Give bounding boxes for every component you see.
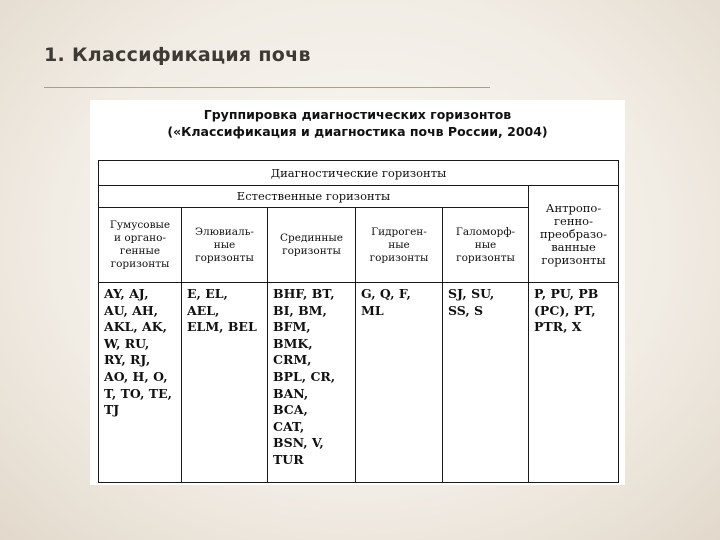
column-header-halomorphic: Галоморф- ные горизонты (443, 208, 529, 283)
cell-hydrogenic-horizons: G, Q, F, ML (356, 283, 443, 483)
column-header-anthropogenic: Антропо- генно- преобразо- ванные горизонты (529, 186, 619, 283)
header-diagnostic-horizons: Диагностические горизонты (99, 161, 619, 186)
figure-heading-line-2: («Классификация и диагностика почв России, 2004) (167, 124, 548, 139)
slide-title: 1. Классификация почв (44, 44, 311, 66)
column-header-humus: Гумусовые и органо- генные горизонты (99, 208, 182, 283)
column-header-eluvial: Элювиаль- ные горизонты (182, 208, 268, 283)
column-header-median: Срединные горизонты (268, 208, 356, 283)
figure-heading-line-1: Группировка диагностических горизонтов (203, 107, 512, 122)
horizons-table (98, 160, 619, 483)
cell-anthropogenic-horizons: P, PU, PB (PC), PT, PTR, X (529, 283, 619, 483)
cell-halomorphic-horizons: SJ, SU, SS, S (443, 283, 529, 483)
title-underline (44, 87, 490, 88)
figure-heading (90, 106, 625, 140)
cell-median-horizons: BHF, BT, BI, BM, BFM, BMK, CRM, BPL, CR, BAN, BCA, CAT, BSN, V, TUR (268, 283, 356, 483)
scanned-table-figure (90, 100, 625, 485)
cell-eluvial-horizons: E, EL, AEL, ELM, BEL (182, 283, 268, 483)
cell-humus-horizons: AY, AJ, AU, AH, AKL, AK, W, RU, RY, RJ, AO, H, O, T, TO, TE, TJ (99, 283, 182, 483)
header-natural-horizons: Естественные горизонты (99, 186, 529, 208)
column-header-hydrogenic: Гидроген- ные горизонты (356, 208, 443, 283)
